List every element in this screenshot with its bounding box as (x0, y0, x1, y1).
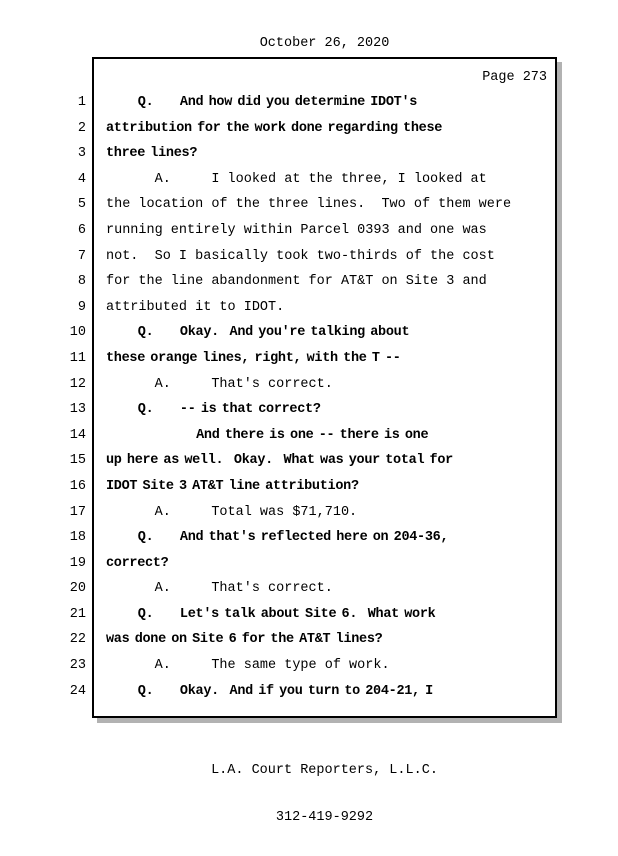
transcript-line (40, 658, 580, 684)
line-text: was done on Site 6 for the AT&T lines? (106, 632, 383, 648)
transcript-lines (40, 95, 580, 709)
line-text: A. That's correct. (106, 581, 333, 597)
line-number: 23 (69, 658, 86, 674)
line-number: 3 (77, 146, 86, 162)
transcript-line (40, 530, 580, 556)
line-text: attributed it to IDOT. (106, 299, 285, 315)
line-text: the location of the three lines. Two of them were (106, 197, 512, 213)
line-number: 1 (77, 95, 86, 110)
line-number: 22 (69, 632, 86, 648)
line-text: Q. And that's reflected here on 204-36, (106, 530, 449, 546)
transcript-line (40, 146, 580, 172)
date-header: October 26, 2020 (259, 36, 390, 51)
transcript-line (40, 274, 580, 300)
line-number: 15 (69, 453, 86, 469)
transcript-line (40, 505, 580, 531)
line-text: A. I looked at the three, I looked at (106, 171, 487, 187)
line-number: 20 (69, 581, 86, 597)
line-text: running entirely within Parcel 0393 and one was (106, 222, 487, 238)
line-number: 21 (69, 606, 86, 622)
transcript-line (40, 402, 580, 428)
line-number: 7 (77, 248, 86, 264)
transcript-line (40, 172, 580, 198)
transcript-line (40, 479, 580, 505)
line-text: IDOT Site 3 AT&T line attribution? (106, 478, 359, 494)
transcript-line (40, 351, 580, 377)
line-number: 2 (77, 120, 86, 136)
line-number: 13 (69, 402, 86, 418)
line-text: Q. Let's talk about Site 6. What work (106, 606, 436, 622)
line-text: And there is one -- there is one (106, 427, 429, 443)
line-text: attribution for the work done regarding these (106, 120, 443, 136)
line-number: 18 (69, 530, 86, 546)
line-text: Q. And how did you determine IDOT's (106, 95, 418, 110)
transcript-line (40, 121, 580, 147)
line-text: A. Total was $71,710. (106, 504, 358, 520)
transcript-line (40, 197, 580, 223)
transcript-line (40, 377, 580, 403)
line-text: Q. Okay. And you're talking about (106, 325, 410, 341)
line-text: three lines? (106, 146, 198, 162)
transcript-line (40, 632, 580, 658)
page-number-label: Page 273 (482, 70, 547, 85)
line-text: Q. Okay. And if you turn to 204-21, I (106, 683, 433, 699)
line-number: 4 (77, 171, 86, 187)
line-text: for the line abandonment for AT&T on Site 3 and (106, 274, 487, 290)
footer-company: L.A. Court Reporters, L.L.C. (211, 763, 438, 778)
line-text: A. That's correct. (106, 376, 333, 392)
transcript-line (40, 95, 580, 121)
transcript-line (40, 684, 580, 710)
line-number: 17 (69, 504, 86, 520)
transcript-line (40, 223, 580, 249)
line-text: up here as well. Okay. What was your total for (106, 453, 453, 469)
line-number: 24 (69, 683, 86, 699)
transcript-line (40, 607, 580, 633)
transcript-line (40, 453, 580, 479)
line-number: 5 (77, 197, 86, 213)
transcript-line (40, 249, 580, 275)
line-number: 14 (69, 427, 86, 443)
line-text: A. The same type of work. (106, 658, 390, 674)
line-text: these orange lines, right, with the T -- (106, 350, 401, 366)
transcript-line (40, 556, 580, 582)
footer (92, 732, 557, 856)
line-text: Q. -- is that correct? (106, 402, 321, 418)
transcript-line (40, 325, 580, 351)
line-number: 9 (77, 299, 86, 315)
line-number: 10 (69, 325, 86, 341)
line-number: 12 (69, 376, 86, 392)
line-number: 6 (77, 222, 86, 238)
footer-phone: 312-419-9292 (275, 809, 374, 825)
line-number: 8 (77, 274, 86, 290)
line-number: 16 (69, 478, 86, 494)
transcript-line (40, 428, 580, 454)
transcript-line (40, 581, 580, 607)
line-text: correct? (106, 555, 169, 571)
line-number: 19 (69, 555, 86, 571)
transcript-line (40, 300, 580, 326)
line-text: not. So I basically took two-thirds of the cost (106, 248, 495, 264)
line-number: 11 (69, 350, 86, 366)
